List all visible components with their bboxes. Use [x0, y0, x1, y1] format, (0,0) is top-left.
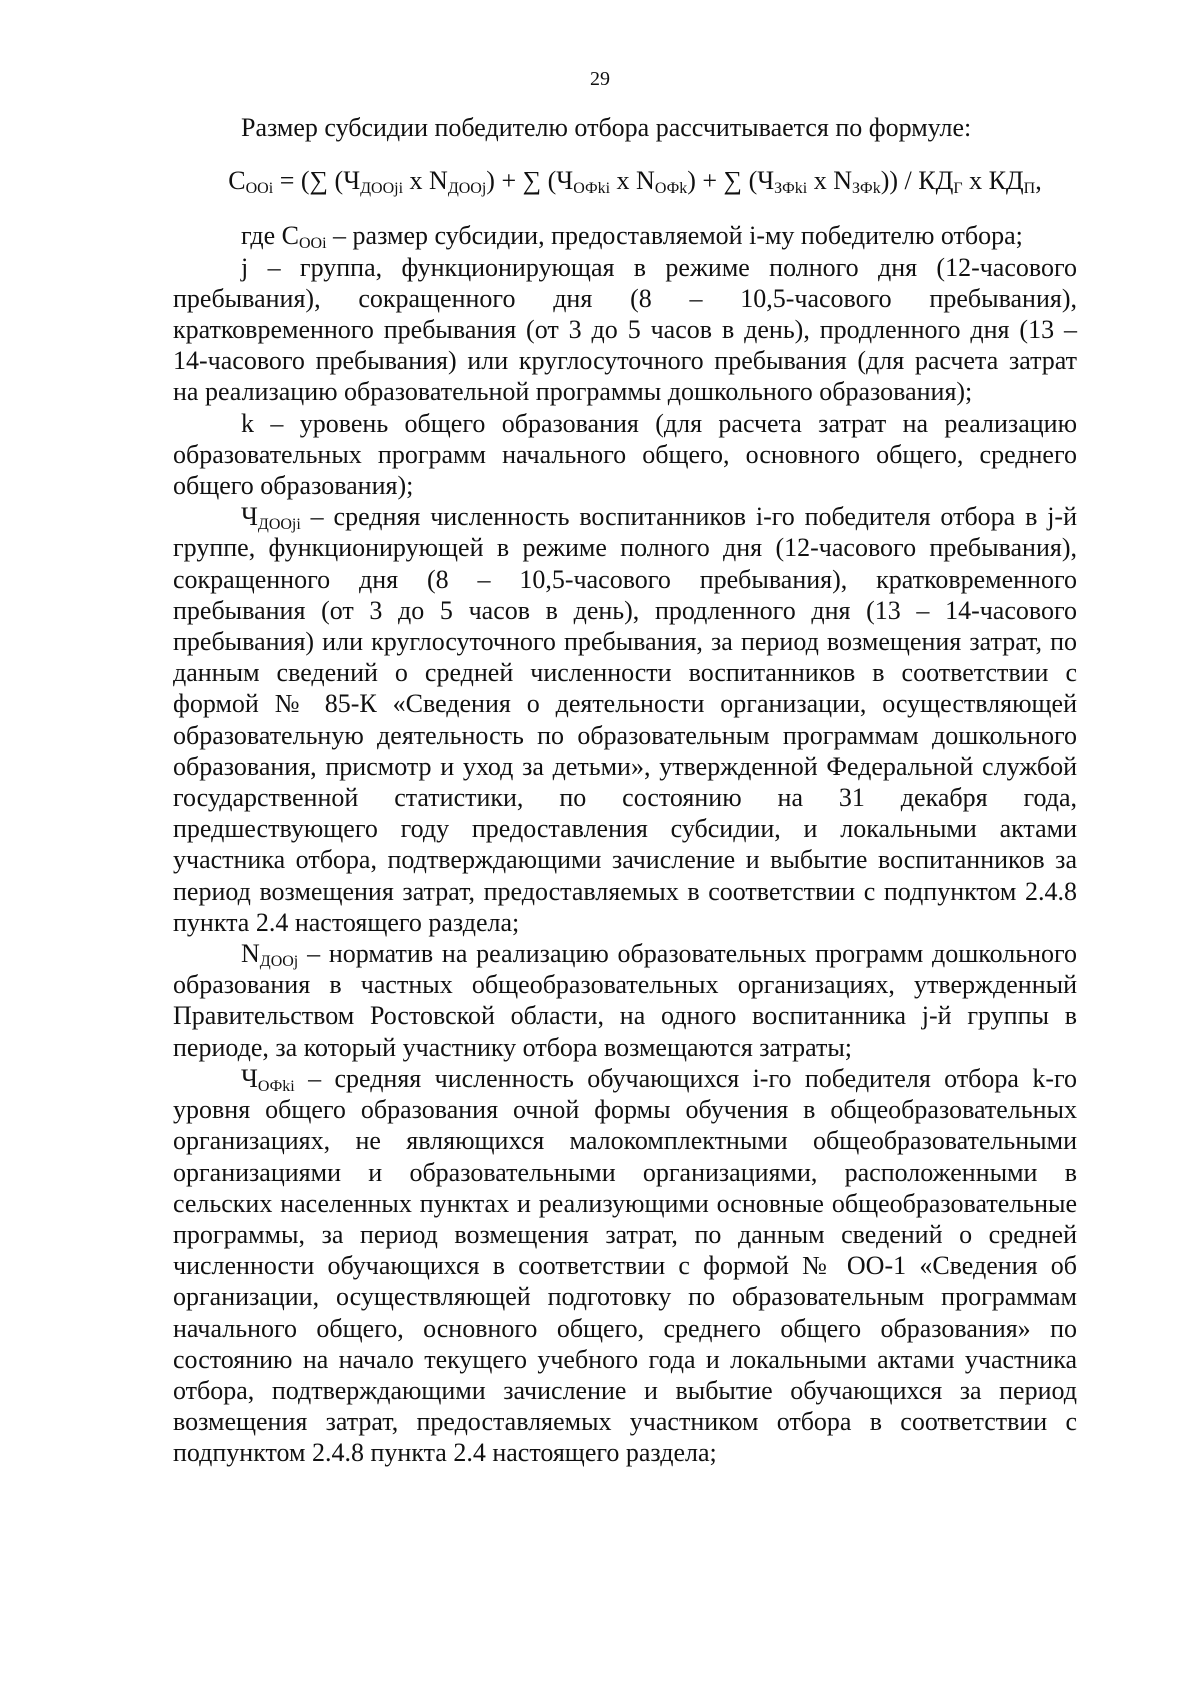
formula-subscript: ОФki [573, 180, 611, 198]
definition-symbol: С [281, 221, 299, 251]
definition-paragraph [173, 408, 1077, 502]
intro-paragraph: Размер субсидии победителю отбора рассчитывается по формуле: [241, 113, 972, 142]
definition-subscript: ООi [298, 235, 327, 253]
definition-paragraph [173, 1063, 1077, 1469]
formula-part: С [228, 166, 246, 196]
formula-part: ) + ∑ (Ч [486, 166, 574, 196]
definition-text: – группа, функционирующая в режиме полного дня (12-часового пребывания), сокращенного дня (8 – 10,5-часового пребывания), кратковременного пребывания (от 3 до 5 часов в день), продленного дня (13 – 14-часового пребывания) или круглосуточного пребывания (для расчета затрат на реализацию образовательной программы дошкольного образования); [173, 252, 1077, 407]
formula-subscript: ЗФk [852, 180, 881, 198]
subsidy-formula [173, 165, 1077, 196]
definition-text: – средняя численность обучающихся i-го победителя отбора k-го уровня общего образования очной формы обучения в общеобразовательных организациях, не являющихся малокомплектными общеобразовательными организациями и образовательными организациями, расположенными в сельских населенных пунктах и реализующими основные общеобразовательные программы, за период возмещения затрат, по данным сведений о средней численности обучающихся в соответствии с формой № ОО-1 «Сведения об организации, осуществляющей подготовку по образовательным программам начального общего, основного общего, среднего общего образования» по состоянию на начало текущего учебного года и локальными актами участника отбора, подтверждающими зачисление и выбытие обучающихся за период возмещения затрат, предоставляемых участником отбора в соответствии с подпунктом 2.4.8 пункта 2.4 настоящего раздела; [173, 1063, 1077, 1468]
formula-subscript: Г [953, 180, 963, 198]
formula-subscript: ЗФki [774, 180, 808, 198]
definition-paragraph [173, 501, 1077, 938]
formula-part: x N [403, 166, 448, 196]
definition-paragraph [173, 220, 1077, 251]
definition-text: – размер субсидии, предоставляемой i-му победителю отбора; [326, 221, 1023, 251]
formula-subscript: ООi [245, 180, 274, 198]
definition-text: – средняя численность воспитанников i-го победителя отбора в j-й группе, функционирующей в режиме полного дня (12-часового пребывания), сокращенного дня (8 – 10,5-часового пребывания), кратковременного пребывания (от 3 до 5 часов в день), продленного дня (13 – 14-часового пребывания) или круглосуточного пребывания, за период возмещения затрат, по данным сведений о средней численности воспитанников в соответствии с формой № 85-К «Сведения о деятельности организации, осуществляющей образовательную деятельность по образовательным программам дошкольного образования, присмотр и уход за детьми», утвержденной Федеральной службой государственной статистики, по состоянию на 31 декабря года, предшествующего году предоставления субсидии, и локальными актами участника отбора, подтверждающими зачисление и выбытие воспитанников за период возмещения затрат, предоставляемых в соответствии с подпунктом 2.4.8 пункта 2.4 настоящего раздела; [173, 502, 1077, 937]
formula-subscript: ДООj [447, 180, 487, 198]
definition-text: – норматив на реализацию образовательных программ дошкольного образования в частных общеобразовательных организациях, утвержденный Правительством Ростовской области, на одного воспитанника j-й группы в периоде, за который участнику отбора возмещаются затраты; [173, 939, 1077, 1062]
page-content [173, 112, 1077, 1469]
formula-part: x КД [962, 166, 1024, 196]
definition-symbol: Ч [241, 502, 258, 532]
formula-subscript: ОФk [654, 180, 688, 198]
formula-part: )) / КД [880, 166, 954, 196]
definition-symbol: N [241, 939, 260, 969]
page-number: 29 [590, 68, 610, 90]
definition-subscript: ДООj [259, 953, 299, 971]
definition-paragraph [173, 938, 1077, 1063]
formula-part: x N [610, 166, 655, 196]
formula-subscript: ДООji [360, 180, 404, 198]
definition-symbol: Ч [241, 1063, 258, 1093]
definition-text: – уровень общего образования (для расчета затрат на реализацию образовательных программ начального общего, основного общего, среднего общего образования); [173, 408, 1077, 501]
formula-part: ) + ∑ (Ч [687, 166, 775, 196]
definition-subscript: ОФki [257, 1077, 295, 1095]
formula-part: x N [807, 166, 853, 196]
formula-subscript: П [1023, 180, 1036, 198]
definition-symbol: k [241, 408, 254, 438]
formula-part: , [1035, 166, 1042, 196]
definitions-list [173, 220, 1077, 1468]
definition-paragraph [173, 252, 1077, 408]
definition-subscript: ДООji [257, 516, 301, 534]
definition-symbol: j [241, 252, 249, 282]
definition-prefix: где [241, 221, 282, 251]
formula-part: = (∑ (Ч [273, 166, 361, 196]
